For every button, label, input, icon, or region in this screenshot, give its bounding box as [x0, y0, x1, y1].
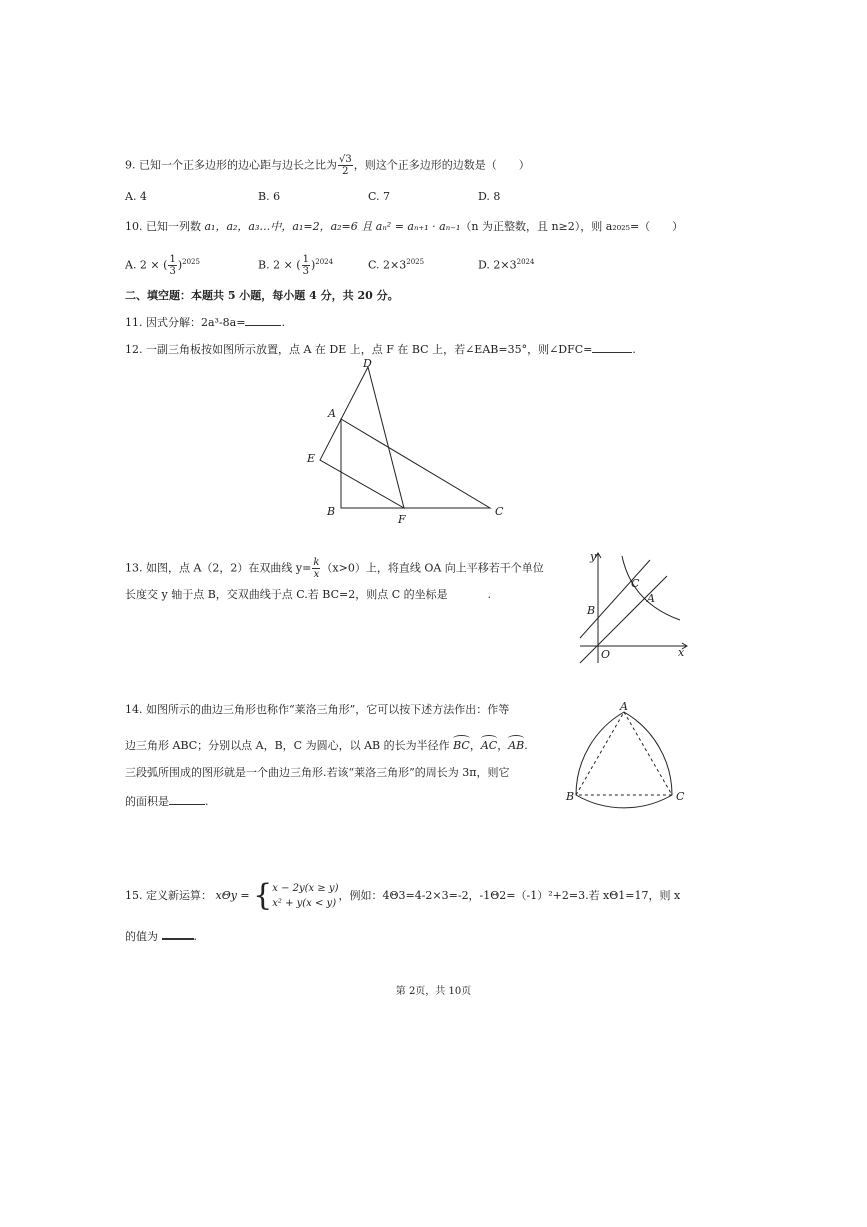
q13-label-b: B — [587, 604, 596, 617]
q14-line3: 三段弧所围成的图形就是一个曲边三角形.若该“莱洛三角形”的周长为 3π，则它 — [125, 766, 510, 779]
q12-triangle-abc — [341, 419, 490, 508]
q9-option-b: B. 6 — [258, 190, 281, 203]
q14-label-a: A — [620, 700, 628, 713]
q12-figure — [300, 355, 520, 530]
q10-option-c: C. $2\times 3^{2025}$ — [368, 258, 425, 272]
q14-reuleaux-outline — [576, 712, 672, 808]
q14-arc-bc: BC — [453, 735, 470, 754]
q12-label-b: B — [327, 505, 336, 518]
q11-stem: 11. 因式分解：2a³-8a= . — [125, 316, 285, 329]
q15-brace: { — [253, 878, 273, 913]
q12-stem: 12. 一副三角板按如图所示放置，点 A 在 DE 上，点 F 在 BC 上，若∠EAB=35°，则∠DFC= . — [125, 343, 636, 356]
q15-line2: 的值为 . — [125, 930, 197, 943]
section2-title: 二、填空题：本题共 5 小题，每小题 4 分，共 20 分。 — [125, 289, 399, 302]
q12-label-c: C — [495, 505, 504, 518]
q14-arc-ab: AB — [508, 735, 524, 754]
q12-label-f: F — [398, 513, 406, 526]
q13-line-bc — [580, 560, 650, 638]
q10-relation: aₙ² = aₙ₊₁ · aₙ₋₁ — [375, 220, 461, 233]
q13-label-x: x — [678, 646, 685, 659]
q12-triangle-def — [320, 367, 404, 508]
q14-figure — [560, 700, 695, 810]
q13-label-c: C — [631, 577, 640, 590]
q14-arc-ac: AC — [481, 735, 497, 754]
q10-option-b: B. 2 × ( $\frac{1}{3}$ )$^{2024}$ — [258, 254, 334, 277]
q9-stem: 9. 已知一个正多边形的边心距与边长之比为 $\frac{√3}{2}$ ，则这个正多边形的边数是（ ） — [125, 154, 530, 177]
q10-option-d: D. $2\times 3^{2024}$ — [478, 258, 535, 272]
q13-label-o: O — [601, 648, 611, 661]
q12-label-d: D — [363, 357, 372, 370]
q12-label-e: E — [307, 452, 316, 465]
q15-line1: 15. 定义新运算： xΘy = { x − 2y(x ≥ y) x² + y(x < y) ，例如：4Θ3=4-2×3=-2，-1Θ2=（-1）²+2=3.若 xΘ1=17，则 x — [125, 878, 681, 913]
q13-line2: 长度交 y 轴于点 B，交双曲线于点 C.若 BC=2，则点 C 的坐标是 . — [125, 588, 492, 601]
page-footer: 第 2页，共 10页 — [395, 986, 472, 997]
q14-line1: 14. 如图所示的曲边三角形也称作“莱洛三角形”，它可以按下述方法作出：作等 — [125, 703, 510, 716]
q14-line2: 边三角形 ABC；分别以点 A，B，C 为圆心，以 AB 的长为半径作 BC，AC，AB. — [125, 735, 528, 754]
q10-stem: 10. 已知一列数 a₁，a₂，a₃…中，a₁=2，a₂=6 且 aₙ² = aₙ₊₁ · aₙ₋₁（n 为正整数，且 n≥2），则 a₂₀₂₅=（ ） — [125, 220, 684, 233]
q13-label-y: y — [590, 550, 597, 563]
q14-inner-triangle — [576, 712, 672, 795]
q15-cases: x − 2y(x ≥ y) x² + y(x < y) — [272, 883, 339, 909]
q13-line1: 13. 如图，点 A（2，2）在双曲线 y= $\frac{k}{x}$ （x>0）上，将直线 OA 向上平移若干个单位 — [125, 557, 544, 580]
q14-line4: 的面积是 . — [125, 795, 209, 808]
q9-option-c: C. 7 — [368, 190, 391, 203]
q13-label-a: A — [647, 592, 655, 605]
q13-figure — [572, 548, 692, 668]
q9-option-a: A. 4 — [125, 190, 147, 203]
q14-label-b: B — [566, 790, 575, 803]
q9-fraction: $\frac{√3}{2}$ — [339, 154, 352, 177]
q10-option-a: A. 2 × ( $\frac{1}{3}$ )$^{2025}$ — [125, 254, 200, 277]
q14-label-c: C — [676, 790, 685, 803]
q9-option-d: D. 8 — [478, 190, 501, 203]
q12-label-a: A — [328, 407, 336, 420]
